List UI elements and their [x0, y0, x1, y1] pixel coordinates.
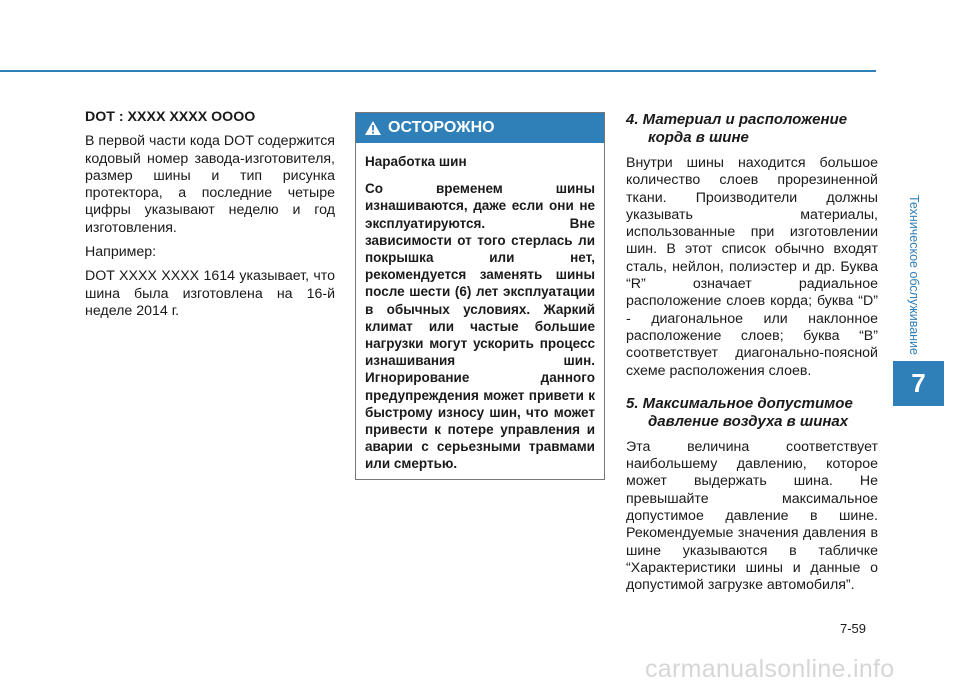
section-4-title: 4. Материал и расположение корда в шине [626, 111, 848, 146]
section-5-text: Эта величина соответствует наибольшему давлению, которое может выдержать шина. Не превышайте максимальное допустимое давление в шине. Рекомендуемые значения давления в шине указываются в табличке “Характеристики шины и данные о допустимой загрузке автомобиля”. [626, 438, 878, 594]
watermark: carmanualsonline.info [645, 655, 895, 683]
dot-paragraph-2: Например: [85, 244, 157, 261]
page-number: 7-59 [840, 621, 867, 636]
warning-body [356, 143, 604, 473]
left-column [85, 109, 335, 320]
dot-paragraph-3: DOT XXXX XXXX 1614 указывает, что шина была изготовлена на 16-й неделе 2014 г. [85, 268, 335, 319]
warning-text: Со временем шины изнашиваются, даже если они не эксплуатируются. Вне зависимости от того стерлась ли покрышка или нет, рекомендуется заменять шины после шести (6) лет эксплуатации в обычных условиях. Жаркий климат или частые большие нагрузки могут ускорить процесс изнашивания шин. Игнорирование данного предупреждения может привети к быстрому износу шин, что может привести к потере управления и аварии с серьезными травмами или смертью. [365, 181, 595, 472]
top-rule [0, 70, 876, 72]
warning-box [355, 112, 605, 480]
dot-code-title: DOT : XXXX XXXX OOOO [85, 109, 256, 125]
right-column [626, 111, 878, 595]
section-5-title: 5. Максимальное допустимое давление воздуха в шинах [626, 394, 853, 430]
section-4-text: Внутри шины находится большое количество слоев прорезиненной ткани. Производители должны указывать материалы, использованные при изготовлении шин. В этот список обычно входят сталь, нейлон, полиэстер и др. Буква “R” означает радиальное расположение слоев корда; буква “D” - диагональное или наклонное расположение слоев; буква “B” соответствует диагонально-поясной схеме расположения слоев. [626, 155, 878, 379]
warning-header [356, 113, 604, 143]
warning-subtitle: Наработка шин [365, 154, 467, 169]
dot-paragraph-1: В первой части кода DOT содержится кодовый номер завода-изготовителя, размер шины и тип рисунка протектора, а последние четыре цифры указывают неделю и год изготовления. [85, 133, 335, 236]
chapter-side-title: Техническое обслуживание [907, 195, 921, 355]
warning-heading: ОСТОРОЖНО [388, 119, 495, 136]
chapter-number-tab: 7 [893, 361, 944, 406]
warning-triangle-icon [364, 120, 382, 136]
